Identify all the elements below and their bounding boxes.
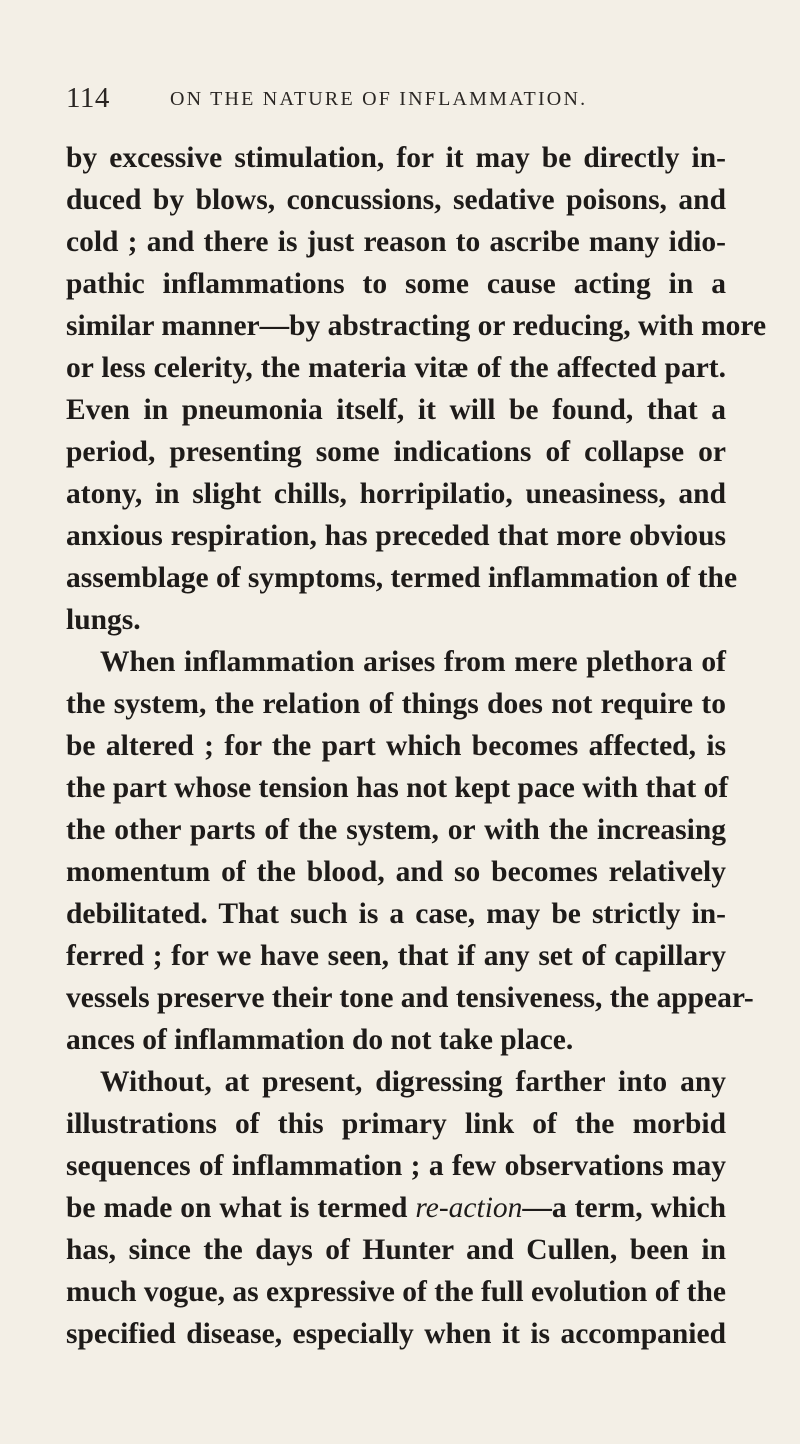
text-line-19: debilitated. That such is a case, may be strictly in- — [66, 898, 726, 930]
text-line-26-end: —a term, which — [522, 1192, 726, 1224]
text-line-28: much vogue, as expressive of the full evolution of the — [66, 1276, 726, 1308]
text-line-24: illustrations of this primary link of the morbid — [66, 1108, 726, 1140]
page-header — [66, 82, 766, 122]
text-line-21: vessels preserve their tone and tensiveness, the appear- — [66, 982, 754, 1014]
italic-term-reaction: re-action — [415, 1192, 523, 1224]
text-line-11: assemblage of symptoms, termed inflammation of the — [66, 562, 738, 594]
text-line-22: ances of inflammation do not take place. — [66, 1024, 574, 1056]
text-line-10: anxious respiration, has preceded that more obvious — [66, 520, 726, 552]
text-line-27: has, since the days of Hunter and Cullen, been in — [66, 1234, 726, 1266]
text-line-20: ferred ; for we have seen, that if any set of capillary — [66, 940, 726, 972]
text-line-5: similar manner—by abstracting or reducing, with more — [66, 310, 767, 342]
text-line-6: or less celerity, the materia vitæ of the affected part. — [66, 352, 726, 384]
text-line-4: pathic inflammations to some cause acting in a — [66, 268, 726, 300]
text-line-12: lungs. — [66, 604, 141, 636]
text-line-1: by excessive stimulation, for it may be directly in- — [66, 142, 726, 174]
running-head: ON THE NATURE OF INFLAMMATION. — [170, 88, 588, 110]
text-line-2: duced by blows, concussions, sedative poisons, and — [66, 184, 726, 216]
page-number: 114 — [66, 82, 110, 114]
text-line-7: Even in pneumonia itself, it will be found, that a — [66, 394, 726, 426]
text-line-25: sequences of inflammation ; a few observations may — [66, 1150, 726, 1182]
text-line-23: Without, at present, digressing farther into any — [100, 1066, 726, 1098]
text-line-18: momentum of the blood, and so becomes relatively — [66, 856, 726, 888]
text-line-26 — [66, 1190, 726, 1226]
text-line-16: the part whose tension has not kept pace with that of — [66, 772, 729, 804]
text-line-13: When inflammation arises from mere plethora of — [100, 646, 726, 678]
text-line-9: atony, in slight chills, horripilatio, uneasiness, and — [66, 478, 726, 510]
text-line-17: the other parts of the system, or with the increasing — [66, 814, 726, 846]
text-line-8: period, presenting some indications of collapse or — [66, 436, 726, 468]
text-line-29: specified disease, especially when it is accompanied — [66, 1318, 726, 1350]
text-line-3: cold ; and there is just reason to ascribe many idio- — [66, 226, 726, 258]
text-line-26-start: be made on what is termed — [66, 1192, 416, 1224]
text-line-14: the system, the relation of things does not require to — [66, 688, 726, 720]
text-line-15: be altered ; for the part which becomes affected, is — [66, 730, 726, 762]
